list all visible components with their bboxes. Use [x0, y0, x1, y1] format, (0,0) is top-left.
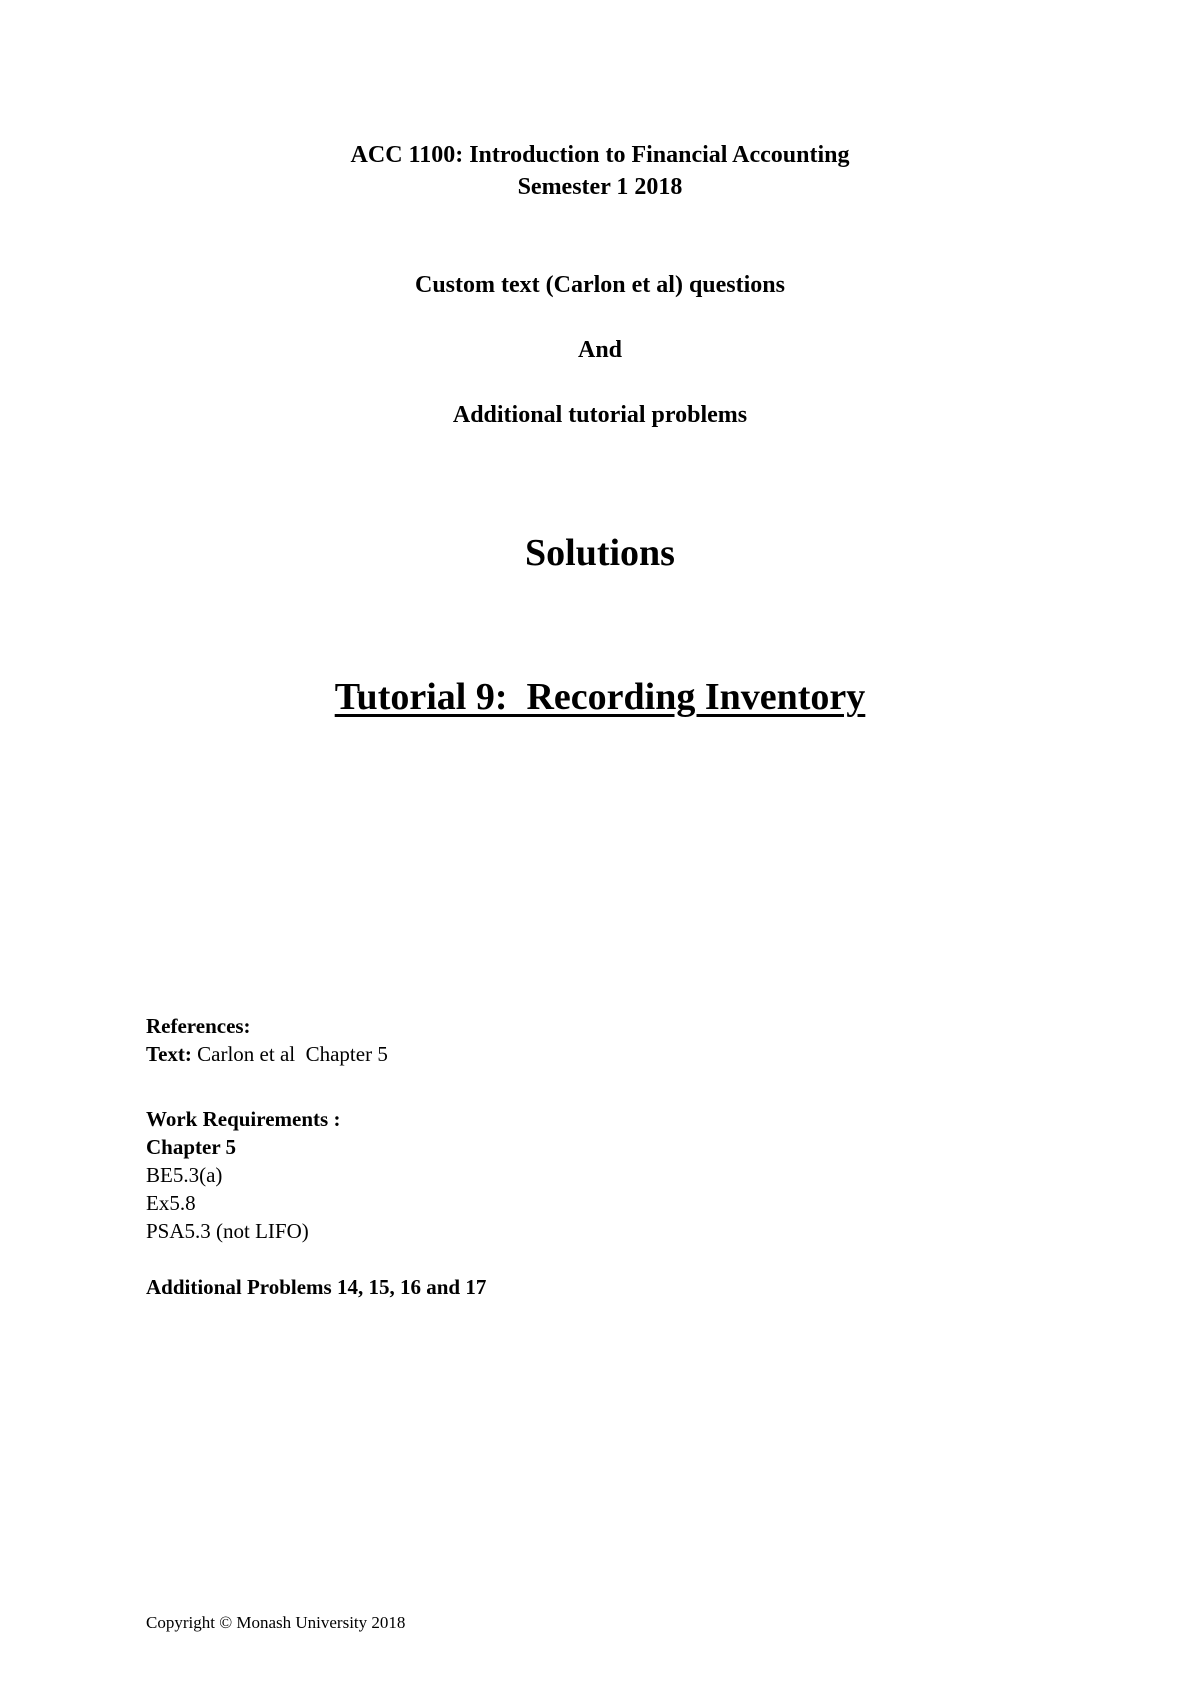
references-text-line	[146, 1040, 388, 1068]
course-title: ACC 1100: Introduction to Financial Accounting	[350, 142, 850, 168]
additional-problems-line: Additional Problems 14, 15, 16 and 17	[146, 1275, 487, 1299]
work-requirements-heading: Work Requirements :	[146, 1107, 341, 1131]
semester-line: Semester 1 2018	[517, 174, 683, 200]
text-label: Text:	[146, 1042, 192, 1066]
requirement-item: PSA5.3 (not LIFO)	[146, 1219, 309, 1243]
requirement-item: BE5.3(a)	[146, 1163, 223, 1187]
chapter-heading: Chapter 5	[146, 1135, 237, 1159]
requirement-item: Ex5.8	[146, 1191, 196, 1215]
tutorial-title	[0, 674, 1200, 720]
additional-problems-heading: Additional tutorial problems	[452, 402, 748, 428]
text-value: Carlon et al Chapter 5	[197, 1042, 388, 1066]
solutions-heading: Solutions	[525, 532, 675, 574]
and-line: And	[577, 337, 623, 363]
custom-text-line: Custom text (Carlon et al) questions	[415, 272, 785, 298]
tutorial-title-text: Tutorial 9: Recording Inventory	[334, 676, 866, 718]
copyright-footer: Copyright © Monash University 2018	[146, 1613, 406, 1632]
references-heading: References:	[146, 1014, 251, 1038]
